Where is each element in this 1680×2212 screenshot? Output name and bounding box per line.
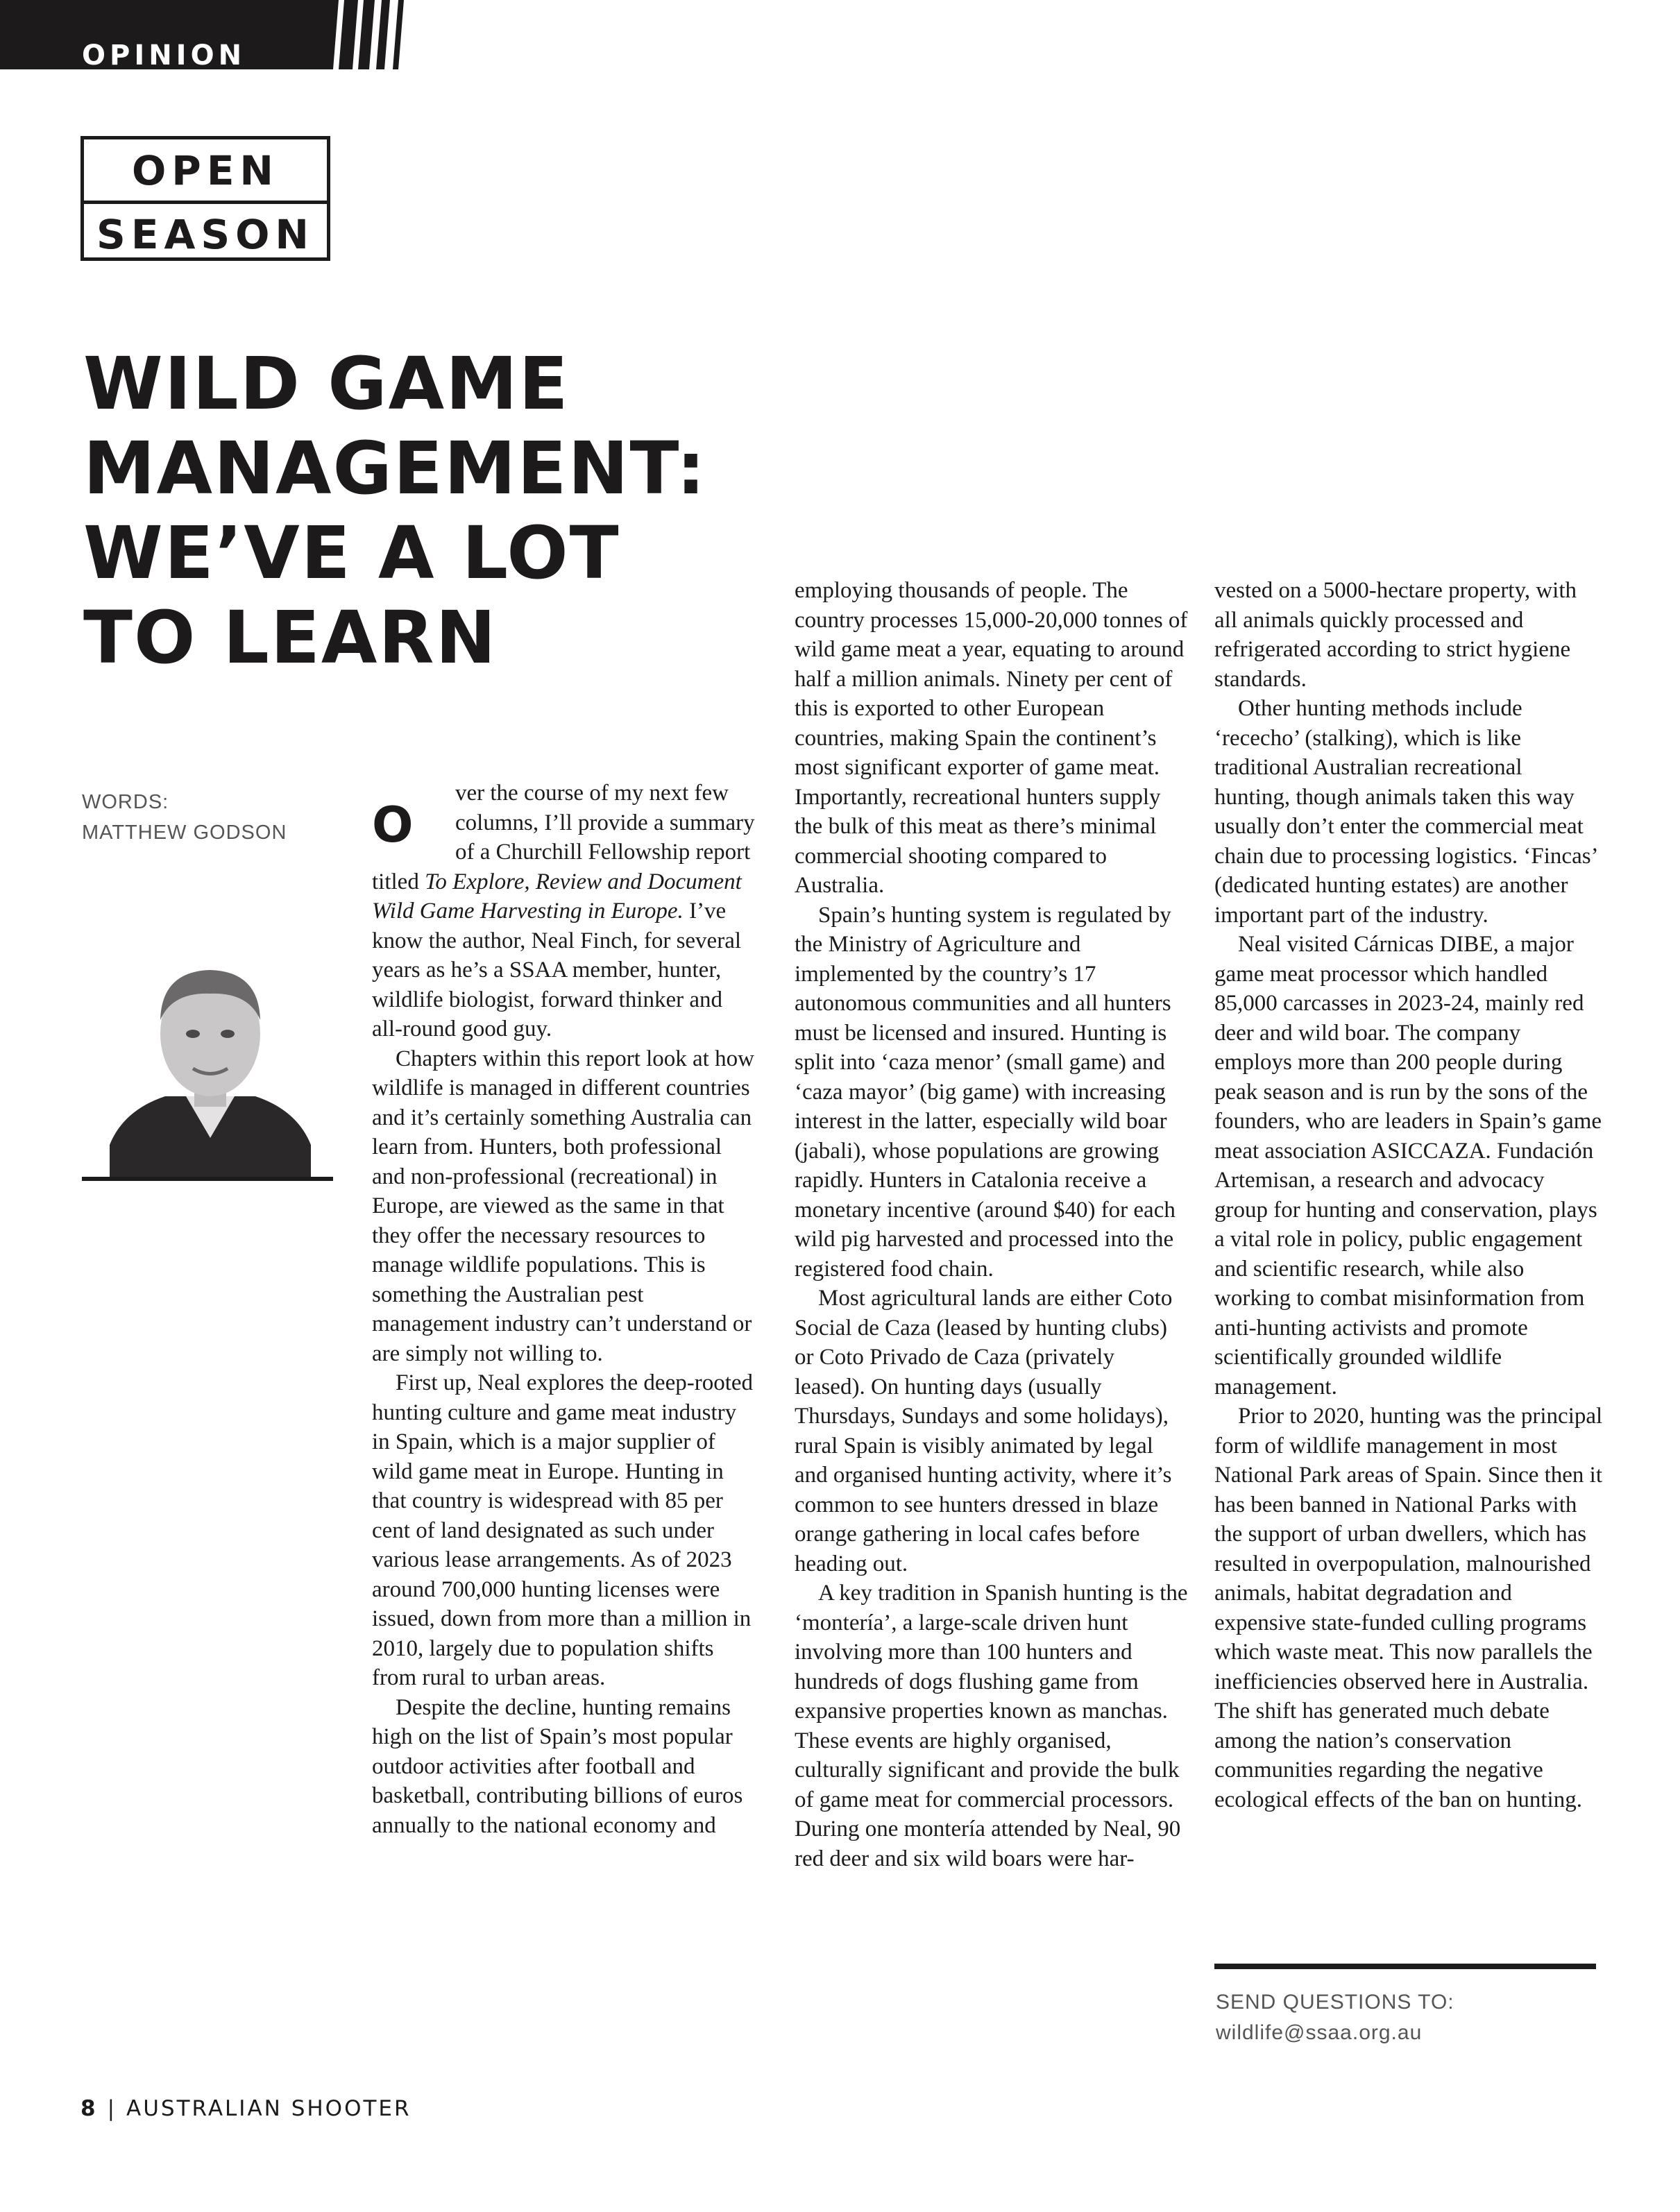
footer-separator: |	[107, 2096, 117, 2121]
body-paragraph: ver the course of my next few columns, I’ll provide a summary of a Churchill Fellowship report titled To Explore, Review and Document Wild Game Harvesting in Europe. I’ve know the author, Neal Finch, for several years as he’s a SSAA member, hunter, wildlife biologist, forward thinker and all-round good guy.	[372, 781, 755, 1041]
column-title-line1: OPEN	[132, 147, 279, 194]
column-title-divider	[84, 201, 327, 204]
section-label: OPINION	[82, 40, 246, 71]
article-column-2	[795, 576, 1190, 1873]
body-paragraph: Spain’s hunting system is regulated by the Ministry of Agriculture and implemented by the country’s 17 autonomous communities and all hunters must be licensed and insured. Hunting is split into ‘caza menor’ (small game) and ‘caza mayor’ (big game) with increasing interest in the latter, especially wild boar (jabali), whose populations are growing rapidly. Hunters in Catalonia receive a monetary incentive (around $40) for each wild pig harvested and processed into the registered food chain.	[795, 902, 1176, 1282]
body-paragraph: First up, Neal explores the deep-rooted hunting culture and game meat industry in Spain, which is a major supplier of wild game meat in Europe. Hunting in that country is widespread with 85 per cent of land designated as such under various lease arrangements. As of 2023 around 700,000 hunting licenses were issued, down from more than a million in 2010, largely due to population shifts from rural to urban areas.	[372, 1370, 754, 1690]
contact-email: wildlife@ssaa.org.au	[1216, 2021, 1423, 2044]
contact-block	[1216, 1987, 1454, 2048]
headline-line: WE’VE A LOT	[83, 511, 620, 595]
byline	[82, 787, 287, 848]
report-title: To Explore, Review and Document Wild Game Harvesting in Europe.	[372, 869, 742, 924]
body-paragraph: Chapters within this report look at how wildlife is managed in different countries and it’s certainly something Australia can learn from. Hunters, both professional and non-professional (recreational) in Europe, are viewed as the same in that they offer the necessary resources to manage wildlife populations. This is something the Australian pest management industry can’t understand or are simply not willing to.	[372, 1046, 754, 1366]
headline-line: WILD GAME	[83, 341, 570, 426]
headline-line: MANAGEMENT:	[83, 426, 707, 511]
drop-cap: O	[372, 797, 414, 853]
contact-divider	[1214, 1964, 1596, 1969]
article-column-1	[372, 779, 757, 1840]
contact-label: SEND QUESTIONS TO:	[1216, 1991, 1454, 2014]
headline-line: TO LEARN	[83, 595, 498, 680]
body-paragraph: Despite the decline, hunting remains high on the list of Spain’s most popular outdoor activities after football and basketball, contributing billions of euros annually to the national economy and	[372, 1694, 743, 1838]
header-stripes-icon	[319, 0, 458, 69]
body-paragraph: Most agricultural lands are either Coto Social de Caza (leased by hunting clubs) or Coto Privado de Caza (privately leased). On hunting days (usually Thursdays, Sundays and some holidays), rural Spain is visibly animated by legal and organised hunting activity, where it’s common to see hunters dressed in blaze orange gathering in local cafes before heading out.	[795, 1286, 1173, 1576]
body-paragraph: Other hunting methods include ‘rececho’ (stalking), which is like traditional Australian recreational hunting, though animals taken this way usually don’t enter the commercial meat chain due to processing logistics. ‘Fincas’ (dedicated hunting estates) are another important part of the industry.	[1214, 696, 1597, 928]
author-portrait-icon	[82, 937, 333, 1181]
body-paragraph: Neal visited Cárnicas DIBE, a major game meat processor which handled 85,000 carcasses in 2023-24, mainly red deer and wild boar. The company employs more than 200 people during peak season and is run by the sons of the founders, who are leaders in Spain’s game meat association ASICCAZA. Fundación Artemisan, a research and advocacy group for hunting and conservation, plays a vital role in policy, public engagement and scientific research, while also working to combat misinformation from anti-hunting activists and promote scientifically grounded wildlife management.	[1214, 932, 1602, 1399]
article-headline	[83, 341, 777, 680]
body-paragraph: Prior to 2020, hunting was the principal form of wildlife management in most National Park areas of Spain. Since then it has been banned in National Parks with the support of urban dwellers, which has resulted in overpopulation, malnourished animals, habitat degradation and expensive state-funded culling programs which waste meat. This now parallels the inefficiencies observed here in Australia. The shift has generated much debate among the nation’s conservation communities regarding the negative ecological effects of the ban on hunting.	[1214, 1404, 1603, 1812]
page-footer	[80, 2098, 411, 2120]
byline-author: MATTHEW GODSON	[82, 822, 287, 844]
publication-name: AUSTRALIAN SHOOTER	[126, 2096, 411, 2121]
body-paragraph: employing thousands of people. The country processes 15,000-20,000 tonnes of wild game meat a year, equating to around half a million animals. Ninety per cent of this is exported to other European countries, making Spain the continent’s most significant exporter of game meat. Importantly, recreational hunters supply the bulk of this meat as there’s minimal commercial shooting compared to Australia.	[795, 578, 1188, 898]
page-number: 8	[80, 2096, 98, 2121]
article-column-3	[1214, 576, 1603, 1814]
body-paragraph: vested on a 5000-hectare property, with all animals quickly processed and refrigerated according to strict hygiene standards.	[1214, 578, 1577, 692]
column-title-line2: SEASON	[96, 211, 314, 258]
column-title-box	[80, 136, 330, 261]
body-paragraph: A key tradition in Spanish hunting is the ‘montería’, a large-scale driven hunt involving more than 100 hunters and hundreds of dogs flushing game from expansive properties known as manchas. These events are highly organised, culturally significant and provide the bulk of game meat for commercial processors. During one montería attended by Neal, 90 red deer and six wild boars were har-	[795, 1581, 1188, 1871]
byline-label: WORDS:	[82, 791, 169, 813]
